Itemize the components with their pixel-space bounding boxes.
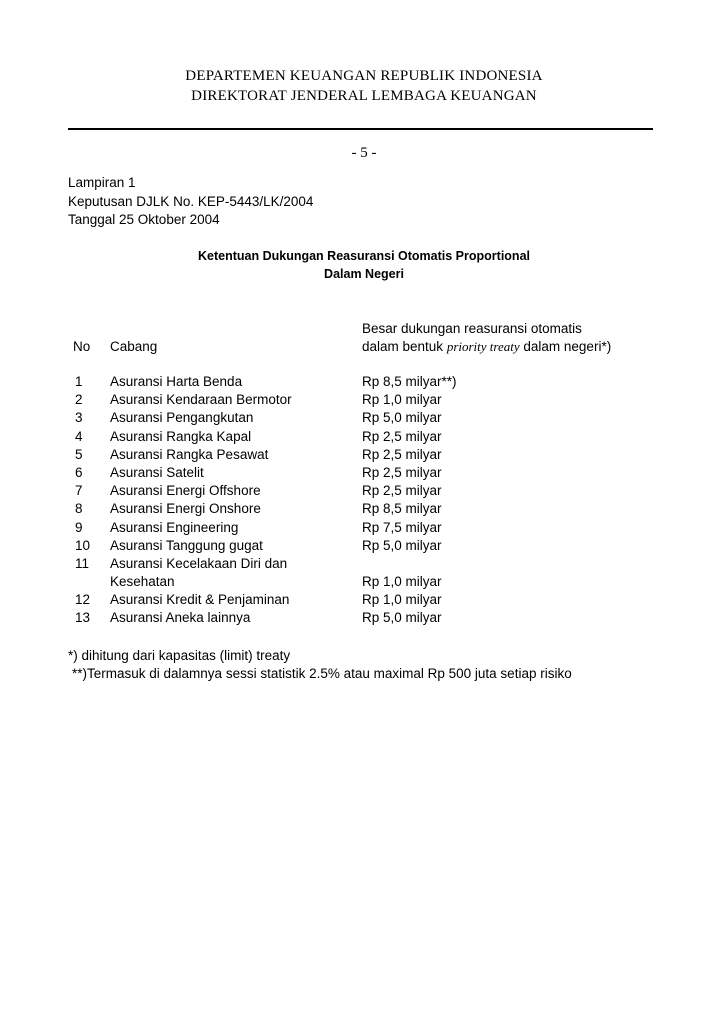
meta-tanggal: Tanggal 25 Oktober 2004	[68, 212, 220, 227]
reinsurance-table	[0, 374, 728, 629]
column-header-besar-line1: Besar dukungan reasuransi otomatis	[362, 321, 582, 336]
table-row	[0, 520, 728, 538]
row-branch: Asuransi Energi Onshore	[110, 501, 261, 517]
page-number: - 5 -	[351, 145, 377, 161]
row-amount: Rp 5,0 milyar	[362, 537, 442, 553]
row-number: 11	[75, 555, 90, 571]
row-branch: Asuransi Kendaraan Bermotor	[110, 392, 292, 408]
table-row	[0, 465, 728, 483]
meta-keputusan: Keputusan DJLK No. KEP-5443/LK/2004	[68, 194, 314, 209]
row-number: 6	[75, 464, 83, 480]
row-branch: Asuransi Kredit & Penjaminan	[110, 592, 290, 608]
row-number: 7	[75, 483, 83, 499]
row-branch: Asuransi Rangka Kapal	[110, 428, 252, 444]
header-directorate: DIREKTORAT JENDERAL LEMBAGA KEUANGAN	[191, 88, 537, 104]
row-branch: Asuransi Satelit	[110, 464, 204, 480]
row-branch-continued: Kesehatan	[110, 574, 175, 590]
row-amount: Rp 5,0 milyar	[362, 610, 442, 626]
column-header-besar-part-a: dalam bentuk	[362, 339, 447, 354]
table-row	[0, 410, 728, 428]
row-amount: Rp 2,5 milyar	[362, 464, 442, 480]
row-number: 8	[75, 501, 83, 517]
table-row	[0, 392, 728, 410]
row-amount: Rp 1,0 milyar	[362, 574, 442, 590]
row-amount: Rp 1,0 milyar	[362, 392, 442, 408]
row-amount: Rp 2,5 milyar	[362, 428, 442, 444]
table-row	[0, 447, 728, 465]
column-header-no: No	[73, 339, 91, 354]
document-subtitle: Dalam Negeri	[324, 267, 404, 281]
row-branch: Asuransi Aneka lainnya	[110, 610, 251, 626]
document-title: Ketentuan Dukungan Reasuransi Otomatis Proportional	[198, 249, 530, 263]
footnote-statistical-session: **)Termasuk di dalamnya sessi statistik 2.5% atau maximal Rp 500 juta setiap risiko	[72, 666, 572, 681]
row-amount: Rp 8,5 milyar**)	[362, 374, 457, 389]
row-branch: Asuransi Rangka Pesawat	[110, 446, 269, 462]
row-number: 3	[75, 410, 83, 426]
footnote-limit: *) dihitung dari kapasitas (limit) treaty	[68, 648, 291, 663]
row-number: 4	[75, 428, 83, 444]
row-amount: Rp 2,5 milyar	[362, 446, 442, 462]
table-row	[0, 556, 728, 592]
row-amount: Rp 2,5 milyar	[362, 483, 442, 499]
column-header-cabang: Cabang	[110, 339, 158, 354]
table-row	[0, 592, 728, 610]
table-row	[0, 374, 728, 392]
column-header-besar-part-b: priority treaty	[446, 339, 520, 354]
table-row	[0, 483, 728, 501]
row-number: 1	[75, 374, 83, 389]
row-number: 10	[75, 537, 91, 553]
row-branch: Asuransi Energi Offshore	[110, 483, 261, 499]
column-header-besar-line2	[362, 339, 611, 355]
row-branch: Asuransi Harta Benda	[110, 374, 243, 389]
row-number: 9	[75, 519, 83, 535]
column-header-besar-part-c: dalam negeri*)	[519, 339, 612, 354]
row-amount: Rp 7,5 milyar	[362, 519, 442, 535]
meta-lampiran: Lampiran 1	[68, 175, 136, 190]
table-row	[0, 610, 728, 628]
header-ministry: DEPARTEMEN KEUANGAN REPUBLIK INDONESIA	[185, 68, 543, 84]
row-number: 5	[75, 446, 83, 462]
row-branch: Asuransi Engineering	[110, 519, 239, 535]
row-branch: Asuransi Pengangkutan	[110, 410, 254, 426]
table-row	[0, 538, 728, 556]
row-branch: Asuransi Tanggung gugat	[110, 537, 263, 553]
row-branch: Asuransi Kecelakaan Diri dan	[110, 555, 288, 571]
table-row	[0, 501, 728, 519]
row-amount: Rp 5,0 milyar	[362, 410, 442, 426]
row-number: 12	[75, 592, 91, 608]
row-number: 13	[75, 610, 91, 626]
header-divider	[68, 128, 653, 130]
row-amount: Rp 8,5 milyar	[362, 501, 442, 517]
table-row	[0, 429, 728, 447]
row-amount: Rp 1,0 milyar	[362, 592, 442, 608]
row-number: 2	[75, 392, 83, 408]
